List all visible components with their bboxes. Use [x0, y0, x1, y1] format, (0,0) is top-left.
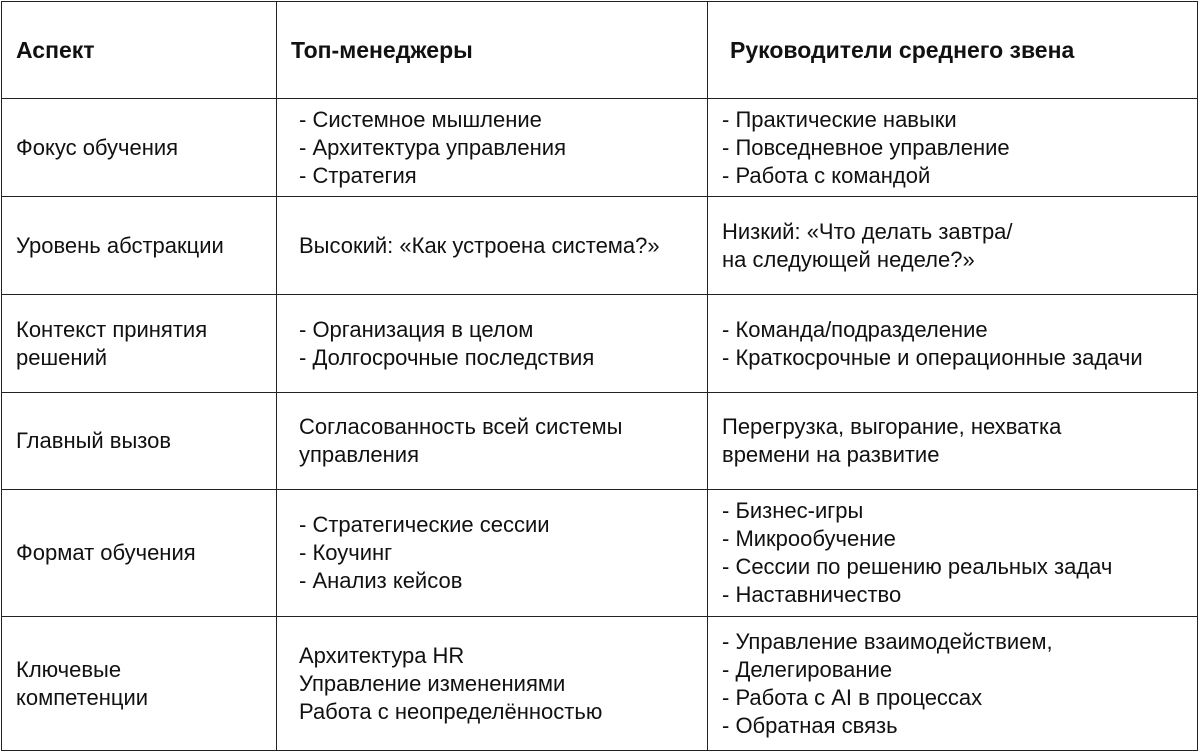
cell-line: - Работа с командой	[722, 162, 931, 188]
top-managers-cell	[277, 197, 708, 295]
cell-line: Работа с неопределённостью	[299, 698, 603, 724]
cell-line: Управление изменениями	[299, 670, 566, 696]
aspect-cell	[2, 197, 277, 295]
cell-line: - Управление взаимодействием,	[722, 628, 1053, 654]
cell-line: компетенции	[16, 684, 149, 710]
aspect-cell	[2, 617, 277, 751]
cell-line: - Сессии по решению реальных задач	[722, 554, 1113, 579]
cell-line: - Анализ кейсов	[299, 568, 463, 593]
cell-line: Формат обучения	[16, 540, 196, 565]
aspect-cell	[2, 99, 277, 197]
table-row	[2, 617, 1198, 751]
table-row	[2, 197, 1198, 295]
middle-managers-cell	[708, 490, 1198, 617]
cell-line: - Коучинг	[299, 540, 393, 565]
header-row	[2, 2, 1198, 99]
cell-line: - Стратегические сессии	[299, 512, 550, 537]
cell-line: времени на развитие	[722, 442, 940, 467]
cell-line: - Организация в целом	[299, 316, 534, 342]
cell-line: - Команда/подразделение	[722, 316, 988, 342]
middle-managers-cell	[708, 99, 1198, 197]
cell-line: - Бизнес-игры	[722, 498, 864, 523]
cell-line: - Микрообучение	[722, 526, 896, 551]
cell-line: - Повседневное управление	[722, 134, 1010, 160]
cell-line: Фокус обучения	[16, 134, 179, 160]
cell-line: - Практические навыки	[722, 106, 957, 132]
cell-line: Уровень абстракции	[16, 232, 224, 258]
cell-line: - Работа с AI в процессах	[722, 684, 983, 710]
cell-line: - Архитектура управления	[299, 134, 566, 160]
cell-line: Контекст принятия	[16, 316, 208, 342]
aspect-cell	[2, 295, 277, 393]
top-managers-cell	[277, 617, 708, 751]
top-managers-cell	[277, 393, 708, 490]
cell-line: на следующей неделе?»	[722, 246, 975, 272]
cell-line: - Наставничество	[722, 582, 902, 607]
cell-line: - Обратная связь	[722, 712, 898, 738]
aspect-cell	[2, 490, 277, 617]
cell-line: - Краткосрочные и операционные задачи	[722, 344, 1143, 370]
cell-line: Главный вызов	[16, 428, 172, 453]
comparison-table	[1, 1, 1198, 751]
top-managers-cell	[277, 295, 708, 393]
cell-line: Перегрузка, выгорание, нехватка	[722, 414, 1062, 439]
header-middle-managers: Руководители среднего звена	[708, 2, 1198, 99]
table-row	[2, 99, 1198, 197]
cell-line: Низкий: «Что делать завтра/	[722, 218, 1013, 244]
header-top-managers: Топ-менеджеры	[277, 2, 708, 99]
cell-line: - Делегирование	[722, 656, 893, 682]
table-row	[2, 490, 1198, 617]
top-managers-cell	[277, 490, 708, 617]
table-row	[2, 295, 1198, 393]
aspect-cell	[2, 393, 277, 490]
cell-line: Ключевые	[16, 656, 122, 682]
cell-line: решений	[16, 344, 108, 370]
cell-line: управления	[299, 442, 419, 467]
cell-line: - Стратегия	[299, 162, 417, 188]
cell-line: - Долгосрочные последствия	[299, 344, 595, 370]
top-managers-cell	[277, 99, 708, 197]
middle-managers-cell	[708, 393, 1198, 490]
middle-managers-cell	[708, 197, 1198, 295]
cell-line: - Системное мышление	[299, 106, 542, 132]
middle-managers-cell	[708, 617, 1198, 751]
cell-line: Высокий: «Как устроена система?»	[299, 232, 660, 258]
table-row	[2, 393, 1198, 490]
cell-line: Согласованность всей системы	[299, 414, 623, 439]
header-aspect: Аспект	[2, 2, 277, 99]
middle-managers-cell	[708, 295, 1198, 393]
cell-line: Архитектура HR	[299, 642, 465, 668]
